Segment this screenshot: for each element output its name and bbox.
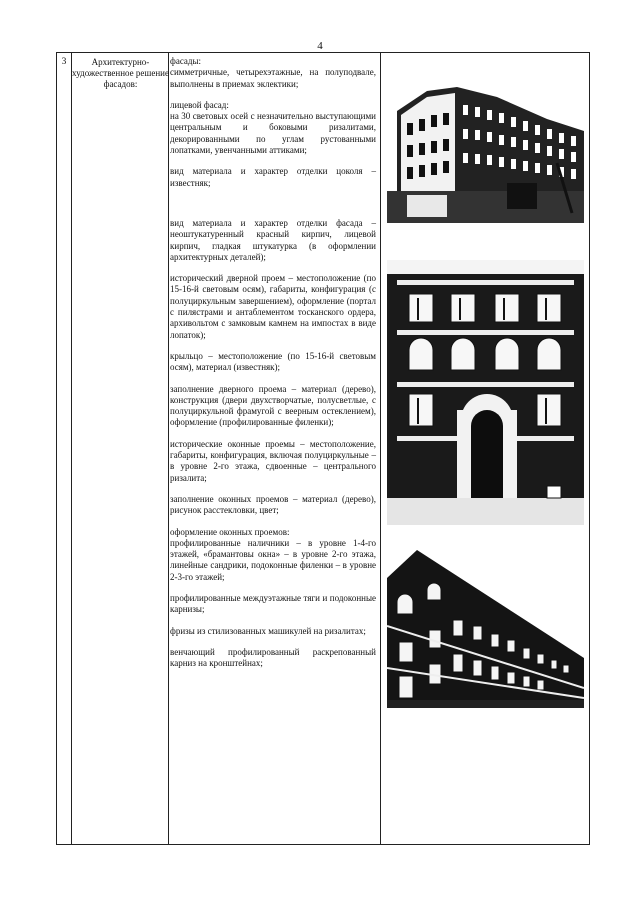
paragraph-door-opening: исторический дверной проем – местоположение (по 15-16-й световым осям), габариты, конфигурация (с полуциркульным завершением), оформление (портал с пилястрами и антаблементом тосканского ордера, архивольтом с замковым камнем на импостах в виде лопаток);: [170, 273, 376, 340]
column-divider: [168, 53, 169, 844]
paragraph-facades: симметричные, четырехэтажные, на полуподвале, выполнены в приемах эклектики;: [170, 67, 376, 89]
heritage-table: [56, 52, 590, 845]
paragraph-main-facade-heading: лицевой фасад:: [170, 99, 229, 110]
paragraph-window-decor-heading: оформление оконных проемов:: [170, 526, 290, 537]
paragraph-main-facade: на 30 световых осей с незначительно выступающими центральным и боковыми ризалитами, декорированными по углам рустованными лопатками, увенчанными аттиками;: [170, 111, 376, 156]
paragraph-friezes: фризы из стилизованных машикулей на ризалитах;: [170, 625, 366, 636]
description-cell: [170, 56, 376, 669]
paragraph-crowning-cornice: венчающий профилированный раскрепованный карниз на кронштейнах;: [170, 646, 376, 669]
column-divider: [380, 53, 381, 844]
page-number: 4: [317, 40, 323, 52]
paragraph-cornices: профилированные междуэтажные тяги и подоконные карнизы;: [170, 592, 376, 615]
facade-photo-entrance: [387, 260, 584, 525]
row-number: 3: [61, 57, 67, 67]
paragraph-facade-material: вид материала и характер отделки фасада – неоштукатуренный красный кирпич, лицевой кирпич, гладкая штукатурка (в оформлении архитектурных деталей);: [170, 217, 376, 262]
paragraph-door-filling: заполнение дверного проема – материал (дерево), конструкция (двери двухстворчатые, полусветлые, с полуциркульной фрамугой с веерным остеклением), оформление (профилированные филенки);: [170, 383, 376, 428]
facade-photo-street-view: [387, 548, 584, 708]
row-title: Архитектурно-художественное решение фасадов:: [72, 57, 169, 89]
column-divider: [71, 53, 72, 844]
paragraph-facades-heading: фасады:: [170, 56, 202, 66]
paragraph-window-decor: профилированные наличники – в уровне 1-4-го этажей, «брамантовы окна» – в уровне 2-го этажа, линейные сандрики, подоконные филенки – в уровне 2-3-го этажей;: [170, 537, 376, 582]
paragraph-porch: крыльцо – местоположение (по 15-16-й световым осям), материал (известняк);: [170, 350, 376, 373]
paragraph-window-openings: исторические оконные проемы – местоположение, габариты, конфигурация, включая полуциркульные – в уровне 2-го этажа, сдвоенные – центрального ризалита;: [170, 438, 376, 483]
paragraph-plinth: вид материала и характер отделки цоколя – известняк;: [170, 166, 376, 188]
paragraph-window-filling: заполнение оконных проемов – материал (дерево), рисунок расстекловки, цвет;: [170, 493, 376, 516]
facade-photo-perspective: [387, 73, 584, 223]
